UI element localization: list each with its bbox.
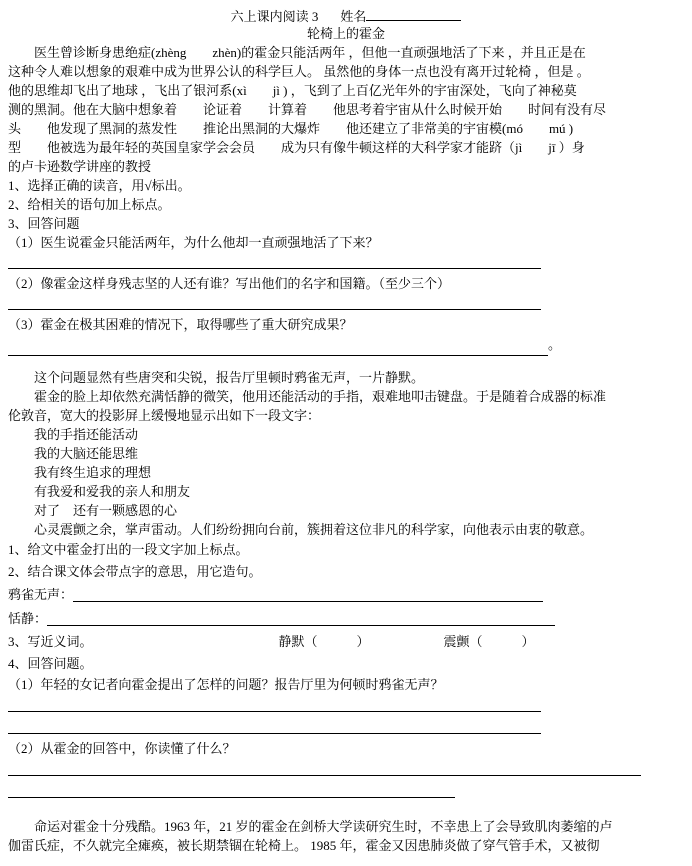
answer-line-row bbox=[8, 293, 684, 315]
answer-line-row bbox=[8, 334, 684, 356]
answer-line-row bbox=[8, 759, 684, 781]
passage-line: 伦敦音，宽大的投影屏上缓慢地显示出如下一段文字： bbox=[8, 408, 321, 423]
answer-line bbox=[8, 759, 641, 776]
synonym-blank: 静默（ ） bbox=[278, 634, 370, 649]
answer-line bbox=[47, 609, 555, 626]
name-blank bbox=[366, 8, 461, 21]
passage-line: 医生曾诊断身患绝症(zhèng zhèn)的霍金只能活两年 ，但他一直顽强地活了下来 ，并且正是在 bbox=[8, 45, 586, 60]
course-title: 六上课内阅读 3 bbox=[230, 9, 319, 24]
question-text: （2）从霍金的回答中，你读懂了什么？ bbox=[8, 741, 236, 756]
answer-line bbox=[8, 781, 455, 798]
exercise-2 bbox=[8, 539, 684, 803]
synonym-blank: 震颤（ ） bbox=[443, 634, 535, 649]
passage-line: 我的大脑还能思维 bbox=[8, 446, 139, 461]
answer-line bbox=[8, 293, 541, 310]
doc-title: 轮椅上的霍金 bbox=[306, 26, 385, 41]
exercise-item: 2、结合课文体会带点字的意思，用它造句。 bbox=[8, 564, 262, 579]
sentence-blank-row bbox=[8, 607, 684, 631]
question-text: （1）医生说霍金只能活两年，为什么他却一直顽强地活了下来？ bbox=[8, 235, 379, 250]
passage-line: 对了 还有一颗感恩的心 bbox=[8, 503, 178, 518]
passage-line: 命运对霍金十分残酷。1963 年，21 岁的霍金在剑桥大学读研究生时，不幸患上了会导致肌肉萎缩的卢 bbox=[8, 819, 613, 834]
answer-line bbox=[8, 339, 548, 356]
exercise-item: 2、给相关的语句加上标点。 bbox=[8, 197, 171, 212]
answer-line bbox=[73, 585, 543, 602]
blank-label: 鸦雀无声： bbox=[8, 587, 74, 602]
exercise-item: 3、回答问题 bbox=[8, 216, 80, 231]
passage-line: 霍金的脸上却依然充满恬静的微笑，他用还能活动的手指，艰难地叩击键盘。于是随着合成器的标准 bbox=[8, 389, 607, 404]
passage-line: 的卢卡逊数学讲座的教授 bbox=[8, 159, 152, 174]
passage-line: 我的手指还能活动 bbox=[8, 427, 139, 442]
passage-line: 伽雷氏症，不久就完全瘫痪，被长期禁锢在轮椅上。 1985 年，霍金又因患肺炎做了穿气管手术，又被彻 bbox=[8, 838, 600, 853]
exercise-item: 3、写近义词。 bbox=[8, 634, 93, 649]
passage-line: 型 他被选为最年轻的英国皇家学会会员 成为只有像牛顿这样的大科学家才能跻（jì jī ）身 bbox=[8, 140, 585, 155]
answer-line-row bbox=[8, 695, 684, 717]
header bbox=[8, 8, 684, 24]
answer-line bbox=[8, 717, 541, 734]
question-text: （3）霍金在极其困难的情况下，取得哪些了重大研究成果？ bbox=[8, 317, 353, 332]
exercise-item: 4、回答问题。 bbox=[8, 656, 93, 671]
answer-line-row bbox=[8, 781, 684, 803]
blank-label: 恬静： bbox=[8, 611, 48, 626]
exercise-1 bbox=[8, 176, 684, 356]
answer-line-row bbox=[8, 252, 684, 274]
passage-line: 他的思维却飞出了地球 ，飞出了银河系(xì jì ) ，飞到了上百亿光年外的宇宙深处，飞向了神秘莫 bbox=[8, 83, 577, 98]
passage-line: 心灵震颤之余，掌声雷动。人们纷纷拥向台前，簇拥着这位非凡的科学家，向他表示由衷的敬意。 bbox=[8, 522, 594, 537]
passage-line: 头 他发现了黑洞的蒸发性 推论出黑洞的大爆炸 他还建立了非常美的宇宙模(mó mú ) bbox=[8, 121, 574, 136]
answer-line-end: 。 bbox=[548, 337, 562, 352]
passage-line: 测的黑洞。他在大脑中想象着 论证着 计算着 他思考着宇宙从什么时候开始 时间有没有尽 bbox=[8, 102, 607, 117]
passage-1 bbox=[8, 43, 684, 176]
exercise-item: 1、给文中霍金打出的一段文字加上标点。 bbox=[8, 542, 249, 557]
passage-3 bbox=[8, 817, 684, 855]
passage-line: 我有终生追求的理想 bbox=[8, 465, 152, 480]
answer-line bbox=[8, 695, 541, 712]
passage-line: 这个问题显然有些唐突和尖锐，报告厅里顿时鸦雀无声，一片静默。 bbox=[8, 370, 425, 385]
name-label: 姓名 bbox=[340, 9, 367, 24]
passage-2 bbox=[8, 368, 684, 539]
synonym-row bbox=[8, 631, 684, 653]
question-text: （1）年轻的女记者向霍金提出了怎样的问题？报告厅里为何顿时鸦雀无声？ bbox=[8, 677, 444, 692]
question-text: （2）像霍金这样身残志坚的人还有谁？写出他们的名字和国籍。（至少三个） bbox=[8, 276, 451, 291]
answer-line-row bbox=[8, 717, 684, 739]
passage-line: 有我爱和爱我的亲人和朋友 bbox=[8, 484, 191, 499]
answer-line bbox=[8, 252, 541, 269]
passage-line: 这种令人难以想象的艰难中成为世界公认的科学巨人。 虽然他的身体一点也没有离开过轮椅 ，但是 。 bbox=[8, 64, 590, 79]
sentence-blank-row bbox=[8, 583, 684, 607]
name-group bbox=[340, 9, 461, 24]
exercise-item: 1、选择正确的读音，用√标出。 bbox=[8, 178, 191, 193]
